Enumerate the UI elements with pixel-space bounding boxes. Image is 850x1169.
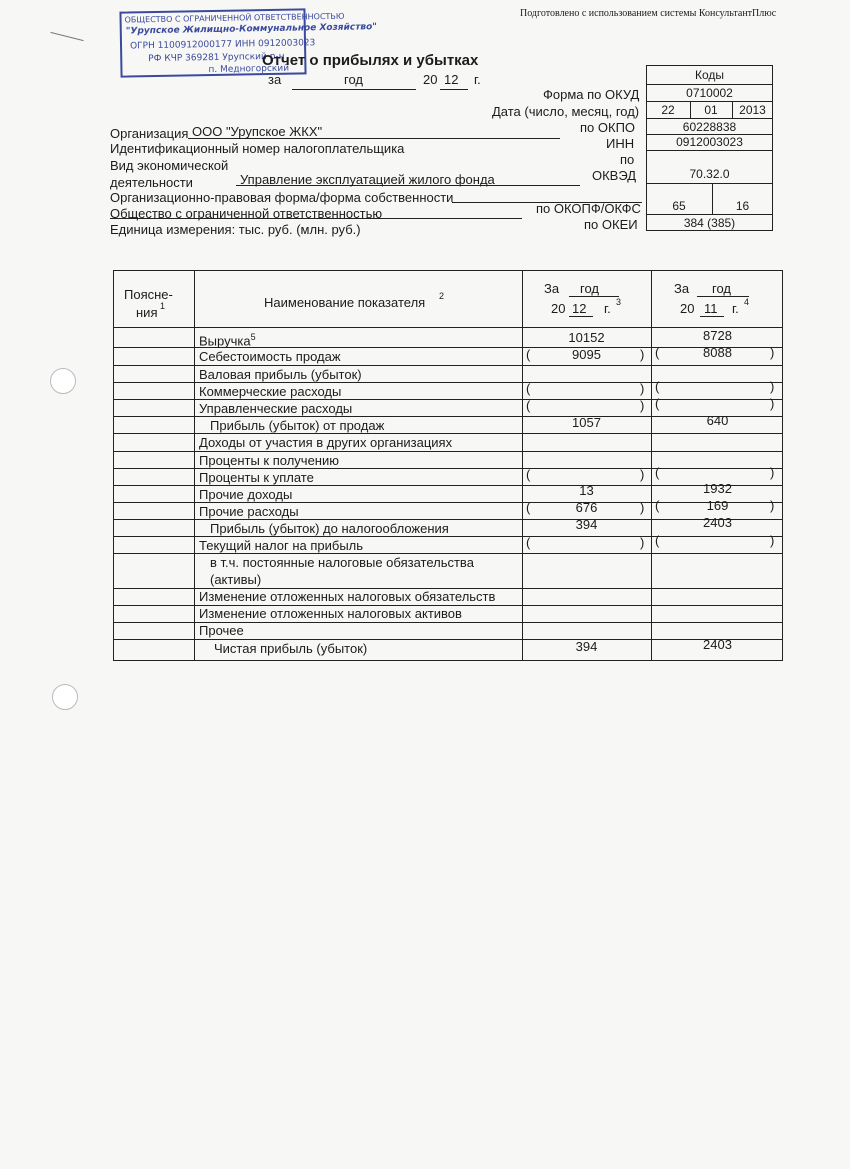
table-hline-3 <box>114 382 782 383</box>
col-prev-za: За <box>674 281 690 296</box>
row-other-expense-name: Прочие расходы <box>199 504 299 519</box>
date-year: 2013 <box>739 103 766 117</box>
bracket-interest-prev-open: ( <box>655 465 660 480</box>
row-net-cur: 394 <box>575 639 598 654</box>
table-hline-7 <box>114 451 782 452</box>
pencil-mark <box>50 32 83 41</box>
col-cur-year: 12 <box>572 301 587 316</box>
col-notes-2: ния <box>136 305 158 320</box>
inn-code-label: ИНН <box>606 136 635 151</box>
col-cur-suffix: г. <box>604 301 611 316</box>
org-value: ООО "Урупское ЖКХ" <box>192 124 323 139</box>
row-pretax-prev: 2403 <box>703 515 732 530</box>
okud-code: 0710002 <box>686 86 733 100</box>
okei-code: 384 (385) <box>683 215 736 230</box>
title-za: за <box>268 72 282 87</box>
activity-value: Управление эксплуатацией жилого фонда <box>240 172 495 187</box>
bracket-tax-cur-open: ( <box>526 535 531 550</box>
bracket-cost-cur-open: ( <box>526 347 531 362</box>
date-day: 22 <box>661 103 675 117</box>
bracket-cost-cur-close: ) <box>640 347 645 362</box>
stamp-line-4: РФ КЧР 369281 Урупский р-н <box>148 51 285 65</box>
row-pretax-cur: 394 <box>575 517 598 532</box>
bracket-commercial-cur-close: ) <box>640 381 645 396</box>
consultant-note: Подготовлено с использованием системы КонсультантПлюс <box>520 8 777 19</box>
row-cost-name: Себестоимость продаж <box>199 349 341 364</box>
org-line <box>188 138 560 139</box>
bracket-other-exp-prev-open: ( <box>655 498 660 513</box>
col-cur-period-line <box>569 296 619 297</box>
bracket-commercial-cur-open: ( <box>526 381 531 396</box>
row-net-name: Чистая прибыль (убыток) <box>214 641 368 656</box>
bracket-cost-prev-open: ( <box>655 345 660 360</box>
col-cur-prefix: 20 <box>551 301 566 316</box>
activity-line <box>236 185 580 186</box>
stamp-line-2: "Урупское Жилищно-Коммунальное Хозяйство" <box>125 22 378 37</box>
bracket-tax-prev-close: ) <box>770 533 775 548</box>
bracket-admin-cur-close: ) <box>640 398 645 413</box>
row-interest-pay-name: Проценты к уплате <box>199 470 314 485</box>
col-prev-year: 11 <box>704 301 718 316</box>
unit-label: Единица измерения: тыс. руб. (млн. руб.) <box>110 222 361 237</box>
punch-hole-top <box>50 368 76 394</box>
bracket-other-exp-prev-close: ) <box>770 498 775 513</box>
okpo-label: по ОКПО <box>580 120 636 135</box>
bracket-interest-cur-open: ( <box>526 467 531 482</box>
row-other-expense-prev: 169 <box>706 498 729 513</box>
row-revenue-cur: 10152 <box>568 330 605 345</box>
row-deferred-liab-name: Изменение отложенных налоговых обязательств <box>199 589 496 604</box>
col-cur-period: год <box>580 281 599 296</box>
profit-loss-table <box>113 270 783 661</box>
bracket-cost-prev-close: ) <box>770 345 775 360</box>
activity-label-1: Вид экономической <box>110 158 229 173</box>
row-permanent-name-1: в т.ч. постоянные налоговые обязательства <box>210 555 474 570</box>
title-period: год <box>344 72 363 87</box>
okved-code: 70.32.0 <box>689 167 730 181</box>
okved-label-1: по <box>620 152 635 167</box>
col-cur-za: За <box>544 281 560 296</box>
table-hline-12 <box>114 536 782 537</box>
bracket-commercial-prev-open: ( <box>655 379 660 394</box>
row-pretax-name: Прибыль (убыток) до налогообложения <box>210 521 449 536</box>
bracket-commercial-prev-close: ) <box>770 379 775 394</box>
okopf-code: 65 <box>672 199 686 213</box>
row-revenue-prev: 8728 <box>703 328 732 343</box>
okved-label-2: ОКВЭД <box>592 168 637 183</box>
stamp-line-5: п. Медногорский <box>208 63 290 76</box>
bracket-interest-cur-close: ) <box>640 467 645 482</box>
table-hline-2 <box>114 365 782 366</box>
row-permanent-name-2: (активы) <box>210 572 262 587</box>
bracket-other-exp-cur-open: ( <box>526 500 531 515</box>
codes-sep-5 <box>646 150 773 151</box>
row-sales-profit-cur: 1057 <box>572 415 601 430</box>
codes-sep-6 <box>646 183 773 184</box>
row-revenue-label: Выручка <box>199 333 251 349</box>
row-interest-recv-name: Проценты к получению <box>199 453 339 468</box>
col-prev-period: год <box>712 281 731 296</box>
col-cur-year-line <box>569 316 593 317</box>
inn-label: Идентификационный номер налогоплательщика <box>110 141 405 156</box>
row-net-prev: 2403 <box>703 637 732 652</box>
row-commercial-name: Коммерческие расходы <box>199 384 342 399</box>
stamp-line-3: ОГРН 1100912000177 ИНН 0912003023 <box>129 38 316 52</box>
row-cost-cur: 9095 <box>572 347 601 362</box>
okpo-code: 60228838 <box>682 119 737 134</box>
col-prev-sup: 4 <box>744 297 750 307</box>
bracket-admin-prev-close: ) <box>770 396 775 411</box>
col-notes-sup: 1 <box>160 301 166 311</box>
row-admin-name: Управленческие расходы <box>199 401 353 416</box>
bracket-admin-cur-open: ( <box>526 398 531 413</box>
date-label: Дата (число, месяц, год) <box>492 104 640 119</box>
legal-form-line-a <box>452 202 642 203</box>
row-other-income-name: Прочие доходы <box>199 487 293 502</box>
row-revenue-sup: 5 <box>250 332 256 342</box>
row-gross-name: Валовая прибыль (убыток) <box>199 367 362 382</box>
title-period-line <box>292 89 416 90</box>
okud-label: Форма по ОКУД <box>543 87 640 102</box>
legal-form-value: Общество с ограниченной ответственностью <box>110 206 383 221</box>
row-tax-name: Текущий налог на прибыль <box>199 538 364 553</box>
table-hline-13 <box>114 553 782 554</box>
col-prev-year-line <box>700 316 724 317</box>
bracket-other-exp-cur-close: ) <box>640 500 645 515</box>
bracket-interest-prev-close: ) <box>770 465 775 480</box>
date-month: 01 <box>704 103 718 117</box>
row-sales-profit-prev: 640 <box>706 413 729 428</box>
title-year-prefix: 20 <box>423 72 438 87</box>
row-other-name: Прочее <box>199 623 244 638</box>
row-cost-prev: 8088 <box>703 345 732 360</box>
okopf-label: по ОКОПФ/ОКФС <box>536 201 641 216</box>
table-hline-6 <box>114 433 782 434</box>
table-hline-8 <box>114 468 782 469</box>
title-year: 12 <box>444 72 459 87</box>
activity-label-2: деятельности <box>110 175 193 190</box>
table-vline-1 <box>194 271 195 660</box>
inn-code: 0912003023 <box>676 135 743 149</box>
okfs-code: 16 <box>735 199 750 213</box>
bracket-admin-prev-open: ( <box>655 396 660 411</box>
title-year-line <box>440 89 468 90</box>
punch-hole-bottom <box>52 684 78 710</box>
row-participation-name: Доходы от участия в других организациях <box>199 435 453 450</box>
codes-header: Коды <box>694 67 725 82</box>
col-prev-prefix: 20 <box>680 301 695 316</box>
table-hline-4 <box>114 399 782 400</box>
bracket-tax-prev-open: ( <box>655 533 660 548</box>
okei-label: по ОКЕИ <box>584 217 638 232</box>
col-name-sup: 2 <box>439 291 445 301</box>
col-prev-period-line <box>697 296 749 297</box>
bracket-tax-cur-close: ) <box>640 535 645 550</box>
col-name: Наименование показателя <box>264 295 426 310</box>
col-cur-sup: 3 <box>616 297 622 307</box>
row-other-expense-cur: 676 <box>575 500 598 515</box>
report-title: Отчет о прибылях и убытках <box>262 52 479 69</box>
row-deferred-assets-name: Изменение отложенных налоговых активов <box>199 606 462 621</box>
title-year-suffix: г. <box>474 72 481 87</box>
row-other-income-cur: 13 <box>579 483 594 498</box>
col-notes-1: Поясне- <box>124 287 173 302</box>
row-sales-profit-name: Прибыль (убыток) от продаж <box>210 418 385 433</box>
stamp-line-1: ОБЩЕСТВО С ОГРАНИЧЕННОЙ ОТВЕТСТВЕННОСТЬЮ <box>124 11 345 25</box>
legal-form-line-b <box>110 218 522 219</box>
org-label: Организация <box>110 126 189 141</box>
row-revenue-name <box>199 332 256 348</box>
row-other-income-prev: 1932 <box>703 481 732 496</box>
legal-form-label: Организационно-правовая форма/форма собственности <box>110 190 454 205</box>
col-prev-suffix: г. <box>732 301 739 316</box>
